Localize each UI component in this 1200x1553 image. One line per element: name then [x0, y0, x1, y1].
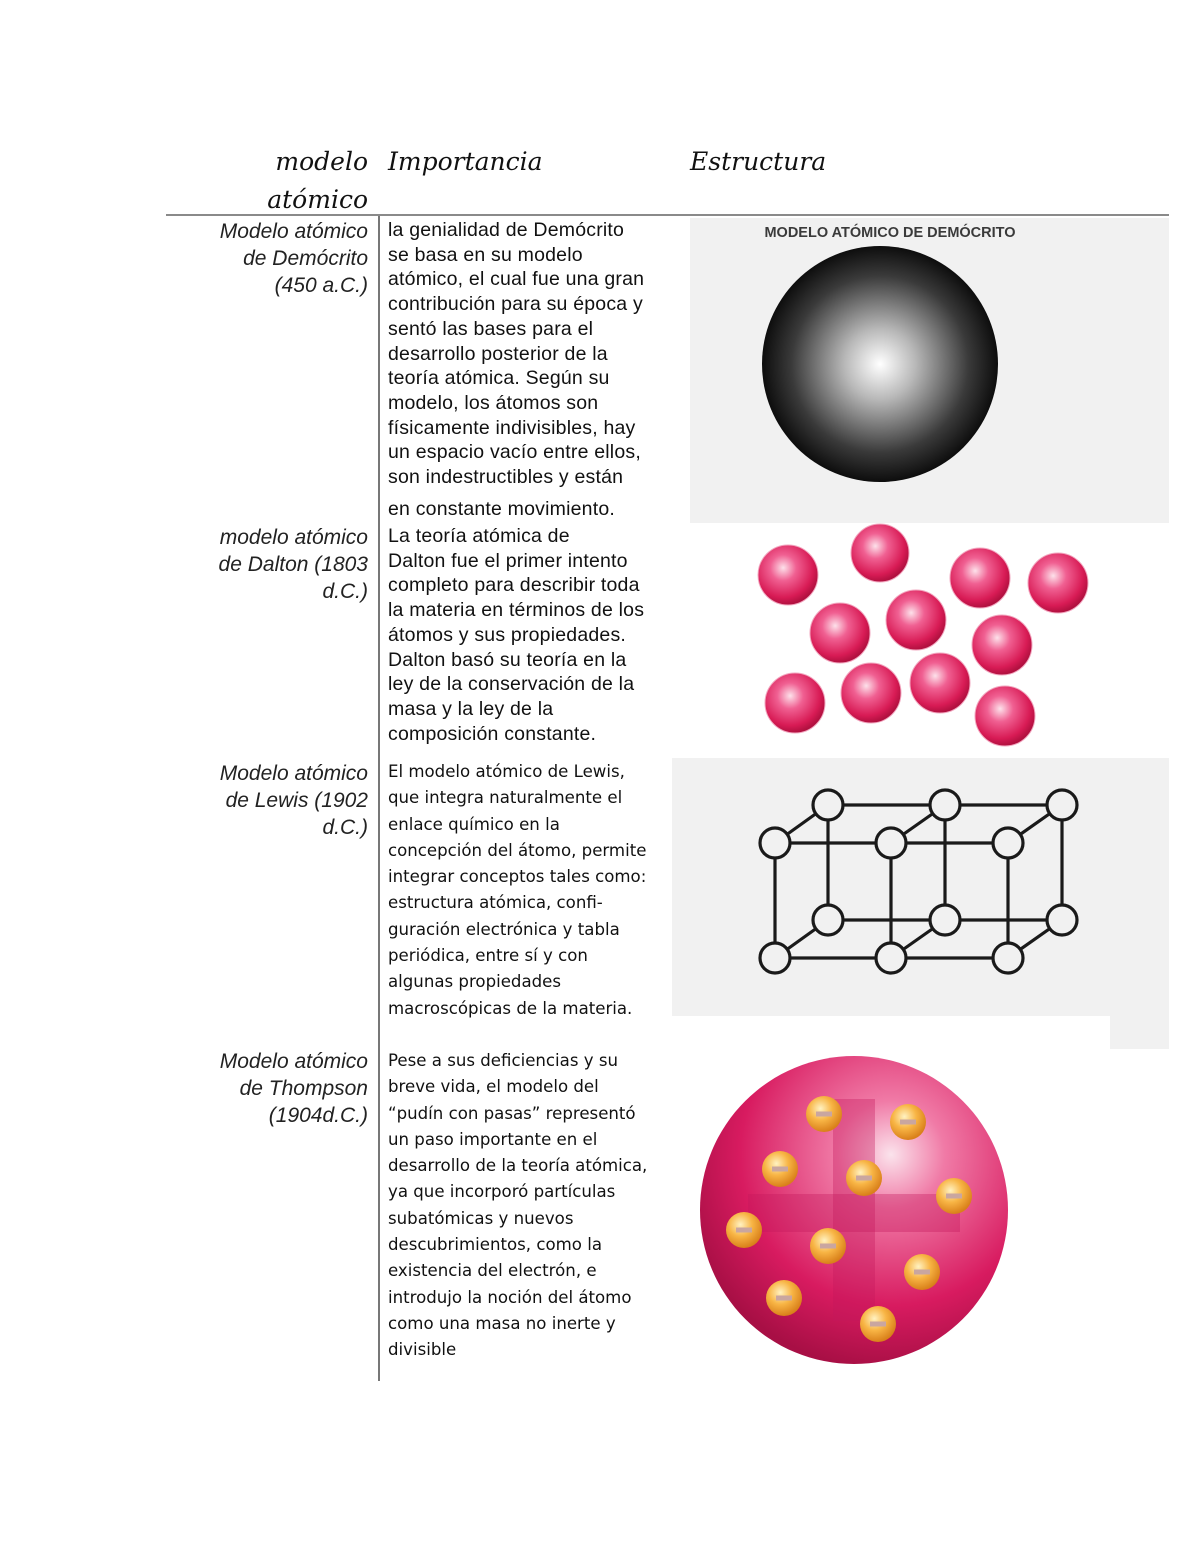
plum-pudding-atom-icon: [698, 1054, 1010, 1366]
democrito-figure: [690, 218, 1090, 518]
importance-democrito-last: en constante movimiento.: [388, 498, 616, 520]
header-structure: Estructura: [690, 147, 827, 176]
importance-democrito: la genialidad de Demócrito se basa en su modelo atómico, el cual fue una gran contribución para su época y sentó las bases para el desarrollo posterior de la teoría atómica. Según su modelo, los átomos son físicamente indivisibles, hay un espacio vacío entre ellos, son indestructibles y están: [388, 219, 645, 489]
model-name-democrito: Modelo atómico de Demócrito (450 a.C.): [219, 220, 368, 297]
header-model: [200, 143, 368, 219]
header-divider: [166, 214, 1169, 216]
header-model-line1: modelo: [275, 147, 368, 176]
dalton-atom: [975, 686, 1035, 746]
image-panel-lewis-tail: [1110, 1016, 1169, 1049]
model-name-lewis: Modelo atómico de Lewis (1902 d.C.): [219, 762, 368, 839]
header-importance: Importancia: [388, 147, 543, 176]
model-name-thompson: Modelo atómico de Thompson (1904d.C.): [219, 1050, 368, 1127]
dalton-atom: [758, 545, 818, 605]
dalton-atom: [886, 590, 946, 650]
dalton-atom: [841, 663, 901, 723]
solid-sphere-atom-icon: [760, 244, 1000, 484]
dalton-atom: [910, 653, 970, 713]
importance-thompson: Pese a sus deficiencias y su breve vida, el modelo del “pudín con pasas” representó un paso importante en el desarrollo de la teoría atómica, ya que incorporó partículas subatómicas y nuevos descubrimientos, como la existencia del electrón, e introdujo la noción del átomo como una masa no inerte y divisible: [388, 1051, 648, 1360]
dalton-atom: [810, 603, 870, 663]
importance-dalton: La teoría atómica de Dalton fue el primer intento completo para describir toda la materia en términos de los átomos y sus propiedades. Dalton basó su teoría en la ley de la conservación de la masa y la ley de la composición constante.: [388, 525, 645, 745]
model-name-dalton: modelo atómico de Dalton (1803 d.C.): [218, 526, 368, 603]
pink-spheres-atoms-icon: [740, 520, 1110, 760]
plus-sign-horizontal: [748, 1194, 960, 1232]
importance-lewis: El modelo atómico de Lewis, que integra naturalmente el enlace químico en la concepción del átomo, permite integrar conceptos tales como: estructura atómica, confi- guración electrónica y tabla periódica, entre sí y con algunas propiedades macroscópicas de la materia.: [388, 762, 647, 1018]
dalton-atom: [972, 615, 1032, 675]
dalton-atom: [851, 524, 909, 582]
header-model-line2: atómico: [267, 185, 368, 214]
dalton-atom: [1028, 553, 1088, 613]
democrito-caption: MODELO ATÓMICO DE DEMÓCRITO: [764, 225, 1016, 241]
column-divider: [378, 216, 380, 1381]
cubic-atom-lattice-icon: [740, 770, 1100, 990]
dalton-atom: [765, 673, 825, 733]
dalton-atom: [950, 548, 1010, 608]
